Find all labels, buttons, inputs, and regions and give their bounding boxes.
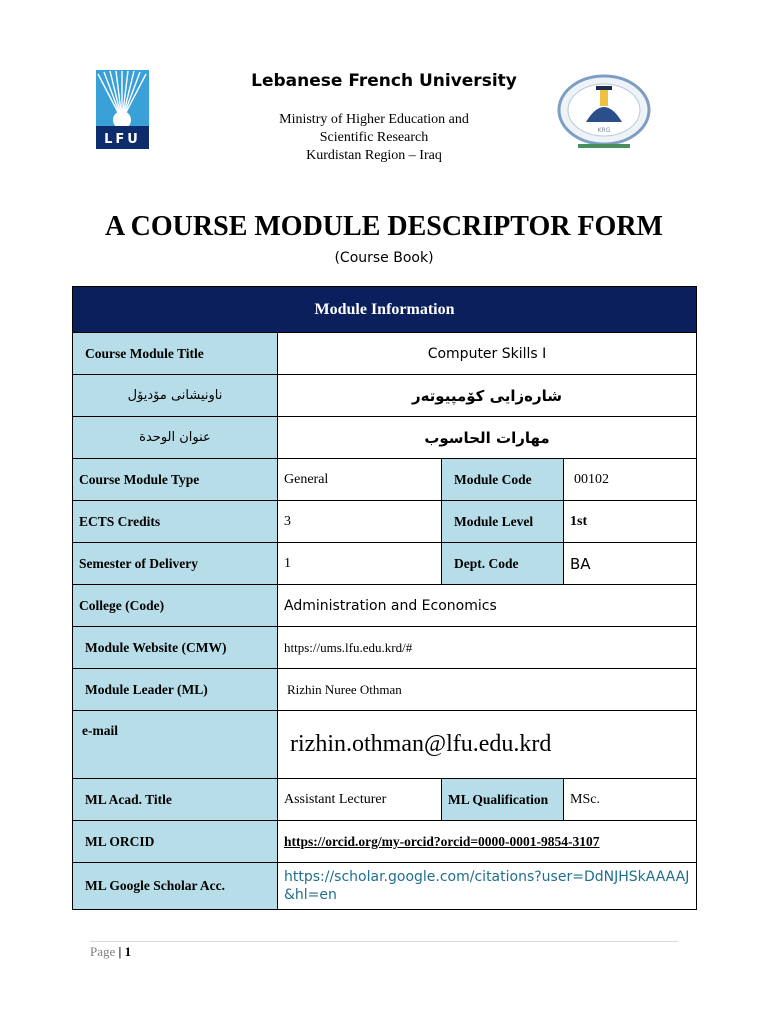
module-level-label: Module Level xyxy=(442,501,564,543)
form-subtitle: (Course Book) xyxy=(334,250,434,266)
email-label: e-mail xyxy=(73,711,278,779)
scholar-link[interactable]: https://scholar.google.com/citations?user=DdNJHSkAAAAJ&hl=en xyxy=(278,863,697,910)
table-row xyxy=(73,501,697,543)
table-row xyxy=(73,375,697,417)
qualification-label: ML Qualification xyxy=(442,779,564,821)
table-header-row xyxy=(73,287,697,333)
kurdish-title-value: شارەزایی کۆمپیوتەر xyxy=(278,375,697,417)
website-value[interactable]: https://ums.lfu.edu.krd/# xyxy=(278,627,697,669)
ministry-logo-text: KRG xyxy=(597,127,611,134)
table-row xyxy=(73,863,697,910)
semester-label: Semester of Delivery xyxy=(73,543,278,585)
table-row xyxy=(73,627,697,669)
table-row xyxy=(73,417,697,459)
ects-value: 3 xyxy=(278,501,442,543)
ministry-line-2: Scientific Research xyxy=(319,130,429,145)
module-level-value: 1st xyxy=(564,501,697,543)
module-type-label: Course Module Type xyxy=(73,459,278,501)
qualification-value: MSc. xyxy=(564,779,697,821)
arabic-title-value: مهارات الحاسوب xyxy=(278,417,697,459)
acad-title-value: Assistant Lecturer xyxy=(278,779,442,821)
module-code-label: Module Code xyxy=(442,459,564,501)
table-row xyxy=(73,459,697,501)
page-label: Page xyxy=(90,944,116,959)
semester-value: 1 xyxy=(278,543,442,585)
ects-label: ECTS Credits xyxy=(73,501,278,543)
table-row xyxy=(73,821,697,863)
page-number: 1 xyxy=(124,944,132,959)
module-leader-value: Rizhin Nuree Othman xyxy=(278,669,697,711)
ministry-line-3: Kurdistan Region – Iraq xyxy=(306,148,442,163)
lfu-logo-text: LFU xyxy=(104,132,141,147)
university-name: Lebanese French University xyxy=(251,71,517,91)
acad-title-label: ML Acad. Title xyxy=(73,779,278,821)
table-row xyxy=(73,333,697,375)
website-label: Module Website (CMW) xyxy=(73,627,278,669)
college-label: College (Code) xyxy=(73,585,278,627)
module-leader-label: Module Leader (ML) xyxy=(73,669,278,711)
arabic-title-label: عنوان الوحدة xyxy=(73,417,278,459)
kurdish-title-label: ناونیشانی مۆدیۆل xyxy=(73,375,278,417)
ministry-line-1: Ministry of Higher Education and xyxy=(279,112,469,127)
orcid-label: ML ORCID xyxy=(73,821,278,863)
module-information-table xyxy=(72,286,697,910)
course-title-label: Course Module Title xyxy=(73,333,278,375)
dept-code-label: Dept. Code xyxy=(442,543,564,585)
table-row xyxy=(73,543,697,585)
table-row xyxy=(73,585,697,627)
ministry-info xyxy=(0,111,748,165)
table-row xyxy=(73,711,697,779)
scholar-label: ML Google Scholar Acc. xyxy=(73,863,278,910)
module-code-value: 00102 xyxy=(564,459,697,501)
form-title: A COURSE MODULE DESCRIPTOR FORM xyxy=(105,211,663,242)
table-row xyxy=(73,779,697,821)
orcid-link[interactable]: https://orcid.org/my-orcid?orcid=0000-0001-9854-3107 xyxy=(278,821,697,863)
course-title-value: Computer Skills I xyxy=(278,333,697,375)
dept-code-value: BA xyxy=(564,543,697,585)
table-row xyxy=(73,669,697,711)
college-value: Administration and Economics xyxy=(278,585,697,627)
footer-divider xyxy=(90,941,678,942)
email-value[interactable]: rizhin.othman@lfu.edu.krd xyxy=(278,711,697,779)
table-header: Module Information xyxy=(73,287,697,333)
page-footer: Page | 1 xyxy=(90,944,132,959)
module-type-value: General xyxy=(278,459,442,501)
